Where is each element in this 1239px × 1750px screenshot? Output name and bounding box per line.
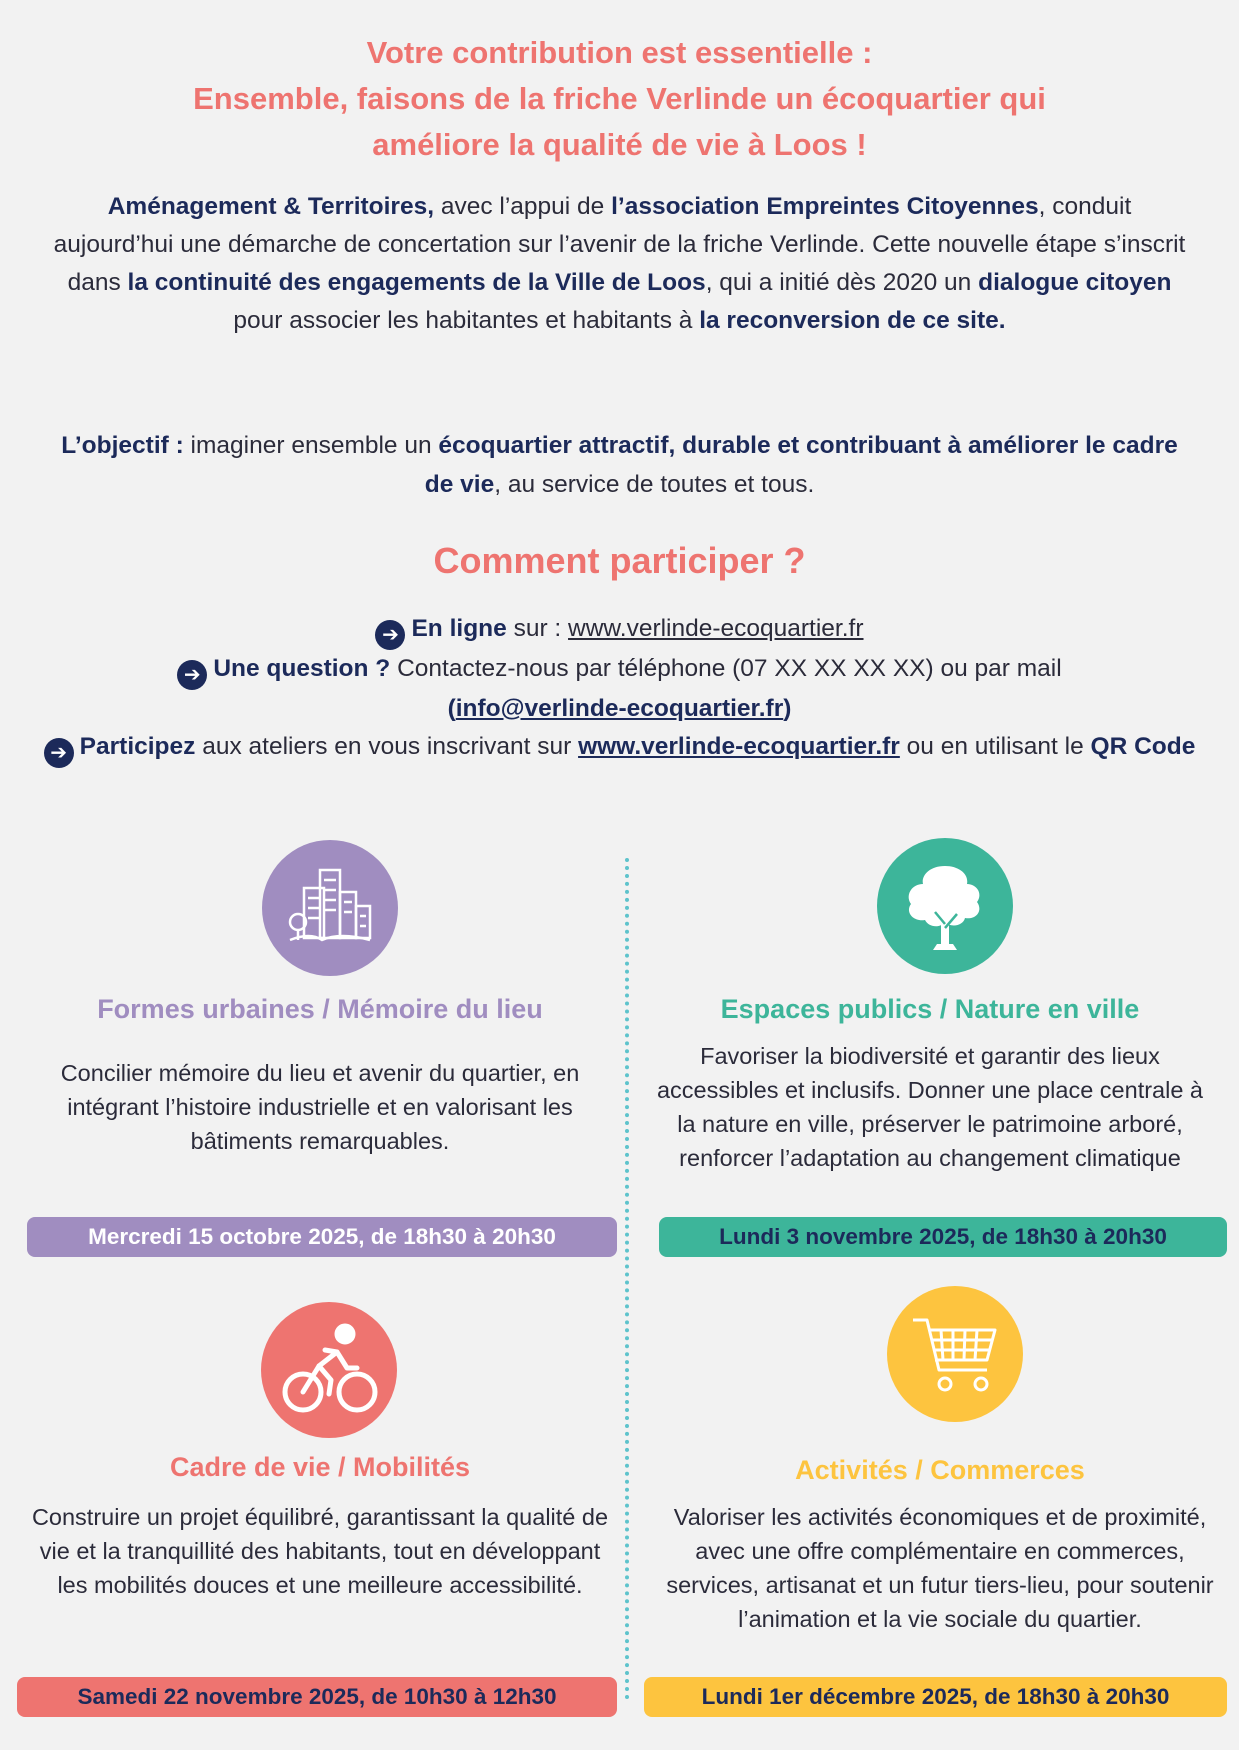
objective-bold: écoquartier attractif, durable et contribuant à améliorer le cadre de vie	[424, 432, 1178, 498]
org-name: Aménagement & Territoires,	[107, 193, 435, 220]
workshop-link[interactable]: www.verlinde-ecoquartier.fr	[578, 732, 900, 760]
block-desc-cadre-de-vie: Construire un projet équilibré, garantissant la qualité de vie et la tranquillité des habitants, tout en développant les mobilités douces et une meilleure accessibilité.	[31, 1504, 609, 1598]
date-badge-formes-urbaines: Mercredi 15 octobre 2025, de 18h30 à 20h30	[27, 1217, 617, 1257]
block-desc-espaces-publics: Favoriser la biodiversité et garantir des lieux accessibles et inclusifs. Donner une place centrale à la nature en ville, préserver le patrimoine arboré, renforcer l’adaptation au changement climatique	[656, 1043, 1204, 1171]
column-divider	[625, 858, 629, 1700]
intro-paragraph	[50, 188, 1189, 340]
arrow-right-icon: ➔	[44, 738, 74, 768]
cyclist-icon	[261, 1302, 397, 1438]
intro-text-1: avec l’appui de	[434, 193, 612, 220]
block-title-cadre-de-vie: Cadre de vie / Mobilités	[169, 1452, 471, 1482]
date-badge-espaces-publics: Lundi 3 novembre 2025, de 18h30 à 20h30	[659, 1217, 1227, 1257]
objective-text-1: imaginer ensemble un	[183, 432, 439, 459]
continuity-text: la continuité des engagements de la Ville de Loos	[127, 269, 706, 296]
arrow-right-icon: ➔	[177, 660, 207, 690]
arrow-right-icon: ➔	[375, 620, 405, 650]
association-name: l’association Empreintes Citoyennes	[611, 193, 1039, 220]
block-title-formes-urbaines: Formes urbaines / Mémoire du lieu	[97, 994, 543, 1024]
title-line-1: Votre contribution est essentielle :	[366, 35, 873, 70]
email-open: (	[447, 695, 456, 722]
title-line-3: améliore la qualité de vie à Loos !	[372, 127, 867, 162]
question-line	[40, 650, 1199, 728]
objective-text-2: , au service de toutes et tous.	[494, 471, 815, 498]
question-label: Une question ?	[213, 655, 391, 682]
block-desc-formes-urbaines: Concilier mémoire du lieu et avenir du quartier, en intégrant l’histoire industrielle et en valorisant les bâtiments remarquables.	[60, 1060, 580, 1154]
reconversion-text: la reconversion de ce site.	[699, 307, 1006, 334]
block-title-activites: Activités / Commerces	[795, 1455, 1085, 1485]
page-title	[60, 30, 1179, 168]
question-text: Contactez-nous par téléphone (07 XX XX XX XX) ou par mail	[390, 655, 1062, 682]
qr-code-text: QR Code	[1090, 732, 1196, 760]
how-title: Comment participer ?	[433, 540, 806, 581]
objective-paragraph	[60, 426, 1179, 504]
online-text: sur :	[506, 615, 569, 642]
shopping-cart-icon	[887, 1286, 1023, 1422]
intro-text-2: , conduit aujourd’hui une démarche de concertation sur l’avenir de la friche Verlinde. Cette nouvelle étape s’inscrit dans	[53, 193, 1186, 296]
intro-text-3: , qui a initié dès 2020 un	[705, 269, 979, 296]
tree-icon	[877, 838, 1013, 974]
workshop-text: aux ateliers en vous inscrivant sur	[195, 732, 579, 760]
date-badge-activites: Lundi 1er décembre 2025, de 18h30 à 20h30	[644, 1677, 1227, 1717]
date-badge-cadre-de-vie: Samedi 22 novembre 2025, de 10h30 à 12h30	[17, 1677, 617, 1717]
workshop-line	[40, 728, 1199, 768]
online-label: En ligne	[411, 615, 507, 642]
participate-section	[40, 610, 1199, 768]
online-line	[40, 610, 1199, 650]
dialogue-text: dialogue citoyen	[978, 269, 1172, 296]
block-desc-activites: Valoriser les activités économiques et de proximité, avec une offre complémentaire en commerces, services, artisanat et un futur tiers-lieu, pour soutenir l’animation et la vie sociale du quartier.	[666, 1504, 1214, 1632]
buildings-icon	[262, 840, 398, 976]
workshop-text-2: ou en utilisant le	[899, 732, 1091, 760]
workshop-label: Participez	[79, 732, 196, 760]
objective-label: L’objectif :	[61, 432, 184, 459]
online-link[interactable]: www.verlinde-ecoquartier.fr	[568, 615, 864, 642]
block-title-espaces-publics: Espaces publics / Nature en ville	[720, 994, 1140, 1024]
email-close: )	[783, 695, 792, 722]
email-link[interactable]: info@verlinde-ecoquartier.fr	[455, 695, 784, 722]
title-line-2: Ensemble, faisons de la friche Verlinde un écoquartier qui	[193, 81, 1046, 116]
intro-text-4: pour associer les habitantes et habitants à	[233, 307, 700, 334]
